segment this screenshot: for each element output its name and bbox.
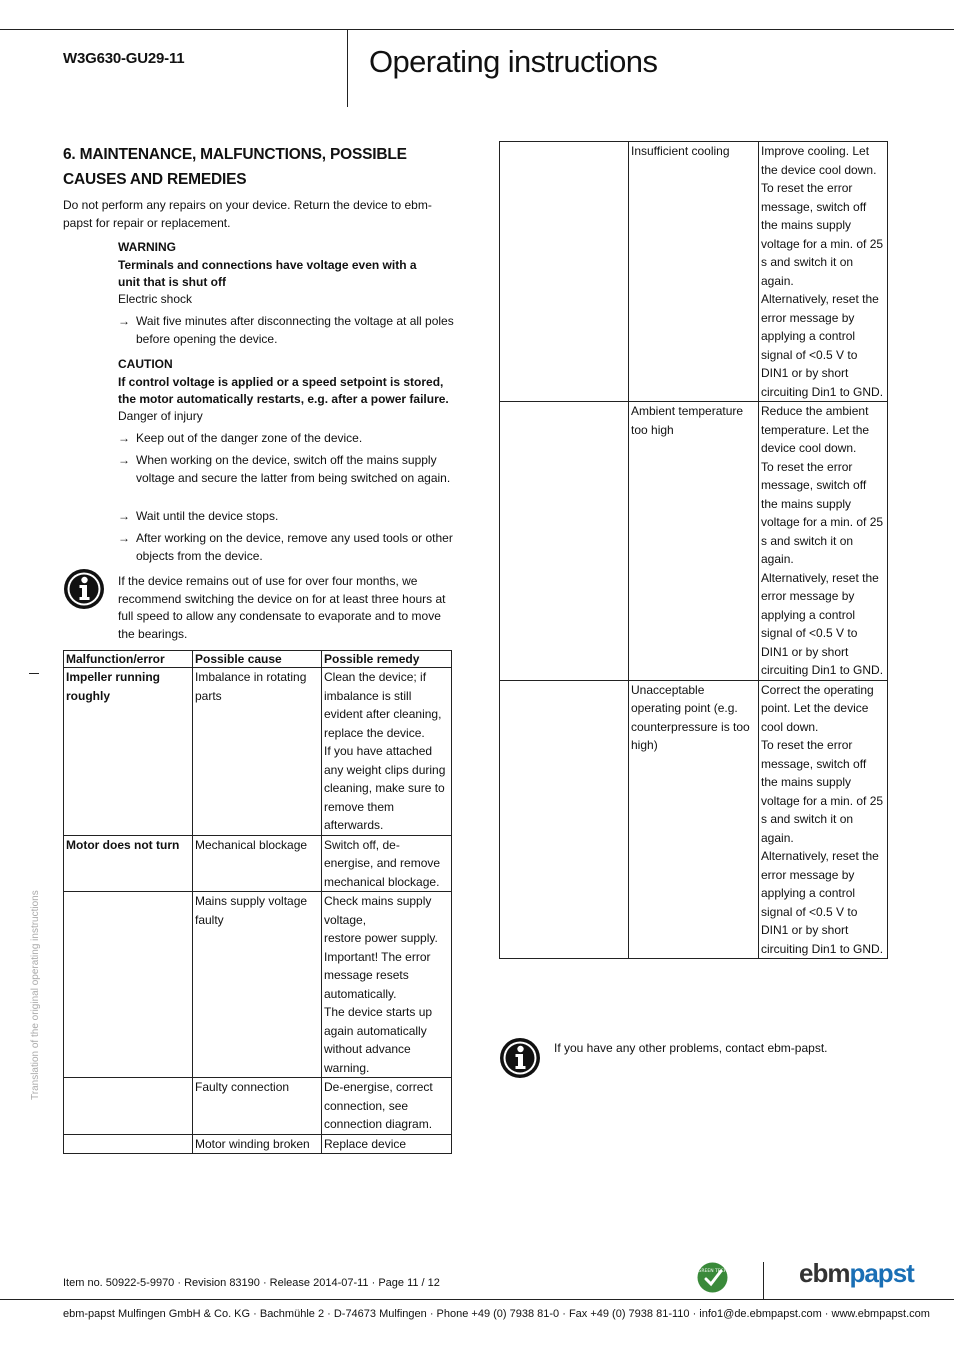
side-text: Translation of the original operating instructions xyxy=(30,890,41,1100)
arrow-glyph: → xyxy=(118,453,130,467)
caution-hazard: Danger of injury xyxy=(118,409,203,423)
model-number: W3G630-GU29-11 xyxy=(63,50,185,67)
cause-cell: Faulty connection xyxy=(193,1078,322,1135)
remedy-cell: Correct the operating point. Let the device cool down. To reset the error message, switch off the mains supply voltage for a min. of 25 s and switch it on again. Alternatively, reset the error message by applying a control signal of <0.5 V to DIN1 or by short circuiting Din1 to GND. xyxy=(759,680,888,959)
caution-step xyxy=(118,430,458,448)
remedy-cell: Check mains supply voltage, restore power supply. Important! The error message resets automatically. The device starts up again automatically without advance warning. xyxy=(322,892,452,1078)
malfunction-table-left xyxy=(63,650,452,1154)
warning-step-text: Wait five minutes after disconnecting the voltage at all poles before opening the device. xyxy=(136,314,454,346)
cause-cell: Mechanical blockage xyxy=(193,835,322,892)
section-heading: 6. MAINTENANCE, MALFUNCTIONS, POSSIBLE CAUSES AND REMEDIES xyxy=(63,146,407,188)
caution-step xyxy=(118,508,458,526)
error-cell xyxy=(500,680,629,959)
cause-cell: Unacceptable operating point (e.g. counterpressure is too high) xyxy=(629,680,759,959)
cause-cell: Mains supply voltage faulty xyxy=(193,892,322,1078)
cause-cell: Ambient temperature too high xyxy=(629,402,759,681)
arrow-glyph: → xyxy=(118,509,130,523)
table-row xyxy=(500,142,888,402)
caution-step xyxy=(118,452,458,487)
arrow-glyph: → xyxy=(118,431,130,445)
error-cell xyxy=(64,892,193,1078)
logo-separator xyxy=(763,1262,764,1300)
table-row xyxy=(500,402,888,681)
remedy-cell: Switch off, de-energise, and remove mechanical blockage. xyxy=(322,835,452,892)
contact-note: If you have any other problems, contact ebm-papst. xyxy=(554,1041,828,1055)
table-row xyxy=(64,668,452,836)
logo-papst: papst xyxy=(849,1258,914,1288)
greentech-text: GREEN TECH xyxy=(697,1269,728,1274)
arrow-glyph: → xyxy=(118,314,130,328)
column-header: Possible cause xyxy=(193,651,322,668)
warning-headline: Terminals and connections have voltage even with a unit that is shut off xyxy=(118,258,417,289)
table-row xyxy=(64,1078,452,1135)
remedy-cell: De-energise, correct connection, see connection diagram. xyxy=(322,1078,452,1135)
table-row xyxy=(500,680,888,959)
info-note: If the device remains out of use for over four months, we recommend switching the device on for at least three hours at full speed to allow any condensate to evaporate and to move the bearings. xyxy=(118,574,446,641)
footer-rule xyxy=(0,1299,954,1300)
table-row xyxy=(64,892,452,1078)
header-separator xyxy=(347,29,348,107)
logo-ebm: ebm xyxy=(799,1258,850,1288)
error-cell: Motor does not turn xyxy=(64,835,193,892)
column-header: Malfunction/error xyxy=(64,651,193,668)
remedy-cell: Replace device xyxy=(322,1134,452,1154)
greentech-logo xyxy=(697,1262,728,1293)
warning-hazard: Electric shock xyxy=(118,292,193,306)
warning-step xyxy=(118,313,458,348)
table-row xyxy=(64,1134,452,1154)
info-icon xyxy=(63,568,105,610)
caution-step-text: After working on the device, remove any used tools or other objects from the device. xyxy=(136,531,453,563)
error-cell xyxy=(64,1134,193,1154)
margin-mark xyxy=(29,673,39,674)
caution-headline: If control voltage is applied or a speed setpoint is stored, the motor automatically restarts, e.g. after a power failure. xyxy=(118,375,449,406)
info-icon xyxy=(499,1037,541,1079)
footer-item-info: Item no. 50922-5-9970 · Revision 83190 · Release 2014-07-11 · Page 11 / 12 xyxy=(63,1277,440,1289)
table-row xyxy=(64,835,452,892)
column-header: Possible remedy xyxy=(322,651,452,668)
caution-step-text: When working on the device, switch off the mains supply voltage and secure the latter from being switched on again. xyxy=(136,453,451,485)
table-header-row xyxy=(64,651,452,668)
section-intro: Do not perform any repairs on your device. Return the device to ebm-papst for repair or replacement. xyxy=(63,198,432,230)
warning-label: WARNING xyxy=(118,240,176,254)
cause-cell: Imbalance in rotating parts xyxy=(193,668,322,836)
footer-address: ebm-papst Mulfingen GmbH & Co. KG · Bachmühle 2 · D-74673 Mulfingen · Phone +49 (0) 7938 81-0 · Fax +49 (0) 7938 81-110 · info1@de.ebmpapst.com · www.ebmpapst.com xyxy=(63,1308,930,1320)
ebmpapst-logo xyxy=(799,1258,914,1289)
error-cell xyxy=(500,142,629,402)
malfunction-table-right xyxy=(499,141,888,959)
remedy-cell: Improve cooling. Let the device cool down. To reset the error message, switch off the mains supply voltage for a min. of 25 s and switch it on again. Alternatively, reset the error message by applying a control signal of <0.5 V to DIN1 or by short circuiting Din1 to GND. xyxy=(759,142,888,402)
caution-step-text: Wait until the device stops. xyxy=(136,509,279,523)
remedy-cell: Reduce the ambient temperature. Let the device cool down. To reset the error message, switch off the mains supply voltage for a min. of 25 s and switch it on again. Alternatively, reset the error message by applying a control signal of <0.5 V to DIN1 or by short circuiting Din1 to GND. xyxy=(759,402,888,681)
header-rule xyxy=(0,29,954,30)
error-cell: Impeller running roughly xyxy=(64,668,193,836)
cause-cell: Motor winding broken xyxy=(193,1134,322,1154)
caution-step-text: Keep out of the danger zone of the device. xyxy=(136,431,363,445)
arrow-glyph: → xyxy=(118,531,130,545)
document-title: Operating instructions xyxy=(369,44,658,79)
remedy-cell: Clean the device; if imbalance is still evident after cleaning, replace the device. If you have attached any weight clips during cleaning, make sure to remove them afterwards. xyxy=(322,668,452,836)
caution-label: CAUTION xyxy=(118,357,173,371)
error-cell xyxy=(64,1078,193,1135)
error-cell xyxy=(500,402,629,681)
caution-step xyxy=(118,530,458,565)
cause-cell: Insufficient cooling xyxy=(629,142,759,402)
